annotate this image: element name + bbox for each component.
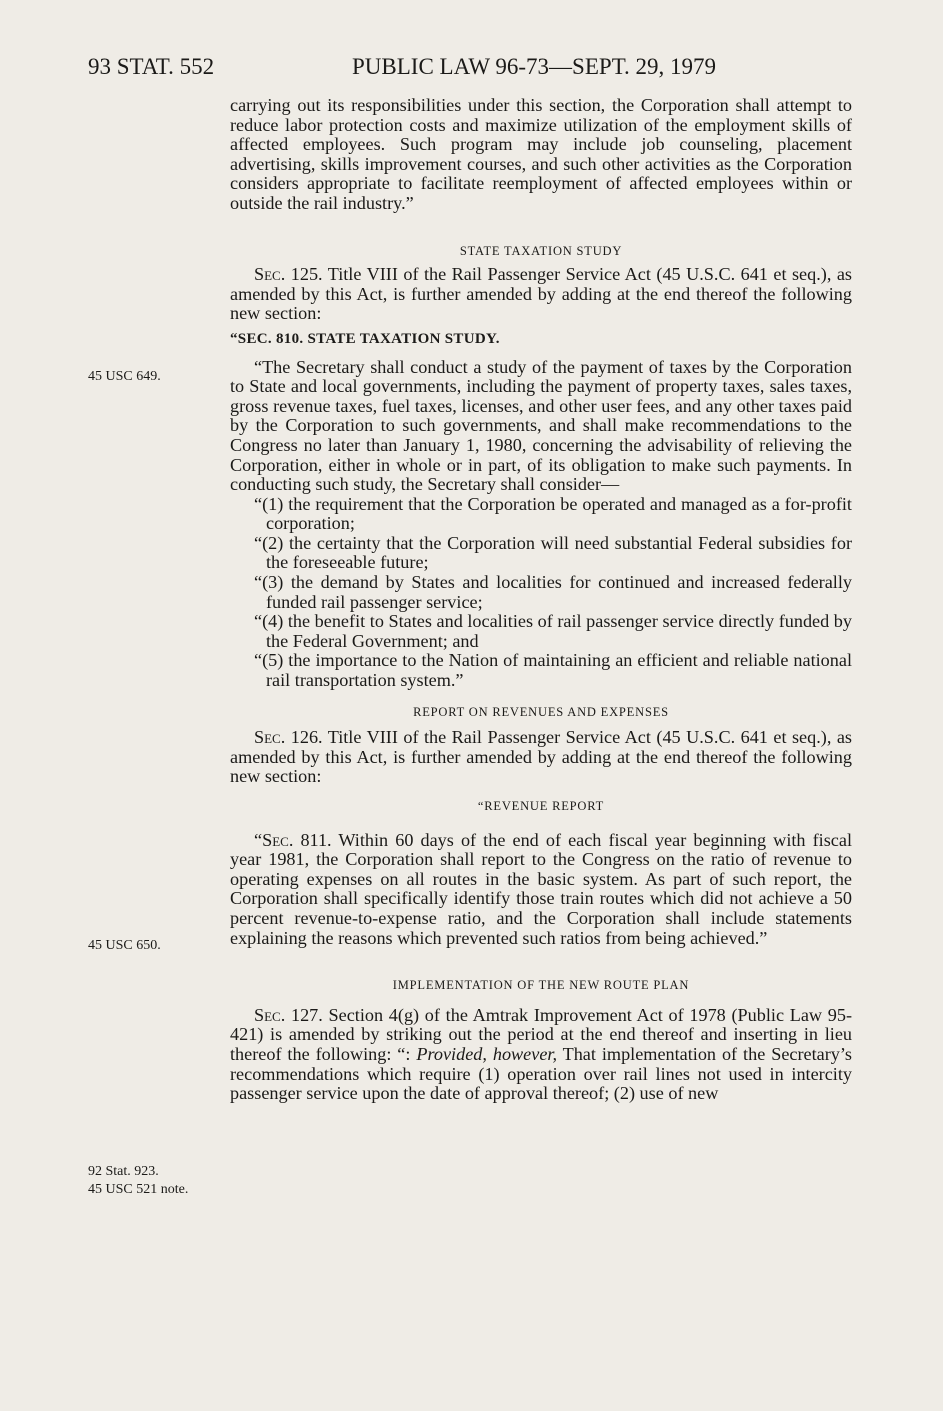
sec-label: “Sec (254, 829, 289, 850)
section-127-paragraph (230, 1006, 852, 1104)
heading-report-on-revenues-and-expenses: REPORT ON REVENUES AND EXPENSES (413, 704, 669, 719)
section-811-text: . 811. Within 60 days of the end of each fiscal year beginning with fiscal year 1981, the Corporation shall report to the Congress on the ratio of revenue to operating expenses on all routes in the basic system. As part of such report, the Corporation shall specifically identify those train routes which did not achieve a 50 percent revenue-to-expense ratio, and the Corporation shall include statements explaining the reasons which prevented such ratios from being achieved.” (230, 829, 852, 948)
section-127-text-a: . 127. Section 4(g) of the Amtrak Improvement Act of 1978 (Public Law 95-421) is amended by striking out the period at the end thereof and inserting in lieu thereof the following: “: (230, 1004, 852, 1064)
section-811-body (230, 831, 852, 949)
section-125-paragraph (230, 265, 852, 324)
consideration-item-3: “(3) the demand by States and localities for continued and increased federally funded rail passenger service; (254, 572, 852, 612)
heading-state-taxation-study: STATE TAXATION STUDY (459, 243, 623, 258)
margin-note-stat-923: 92 Stat. 923. (88, 1164, 159, 1179)
heading-revenue-report: “REVENUE REPORT (477, 799, 605, 813)
opening-paragraph: carrying out its responsibilities under this section, the Corporation shall attempt to reduce labor protection costs and maximize utilization of the employment skills of affected employees. Such program may include job counseling, placement advertising, skills improvement courses, and such other activities as the Corporation considers appropriate to facilitate reemployment of affected employees within or outside the rail industry.” (230, 95, 852, 213)
consideration-item-2: “(2) the certainty that the Corporation will need substantial Federal subsidies for the foreseeable future; (254, 532, 852, 573)
section-126-text: . 126. Title VIII of the Rail Passenger Service Act (45 U.S.C. 641 et seq.), as amended by this Act, is further amended by adding at the end thereof the following new section: (230, 727, 852, 787)
sec-label: Sec (254, 1004, 281, 1025)
consideration-item-1: “(1) the requirement that the Corporation be operated and managed as a for-profit corporation; (254, 493, 852, 534)
section-125-text: . 125. Title VIII of the Rail Passenger Service Act (45 U.S.C. 641 et seq.), as amended by this Act, is further amended by adding at the end thereof the following new section: (230, 264, 852, 324)
section-127-proviso: Provided, however, (416, 1043, 557, 1064)
document-body (230, 96, 852, 1104)
public-law-title: PUBLIC LAW 96-73—SEPT. 29, 1979 (352, 54, 717, 79)
margin-note-usc-649: 45 USC 649. (88, 369, 161, 384)
stat-page-number: 93 STAT. 552 (88, 54, 215, 79)
section-127-text-b: That implementation of the Secretary’s recommendations which require (1) operation over rail lines not used in intercity passenger service upon the date of approval thereof; (2) use of new (230, 1043, 852, 1104)
section-810-body: “The Secretary shall conduct a study of the payment of taxes by the Corporation to State and local governments, including the payment of property taxes, sales taxes, gross revenue taxes, fuel taxes, licenses, and other user fees, and any other taxes paid by the Corporation to such governments, and shall make recommendations to the Congress no later than January 1, 1980, concerning the advisability of relieving the Corporation, either in whole or in part, of its obligation to make such payments. In conducting such study, the Secretary shall consider— (230, 356, 852, 495)
margin-note-usc-521: 45 USC 521 note. (88, 1182, 189, 1197)
sec-label: Sec (254, 264, 281, 285)
section-126-paragraph (230, 728, 852, 787)
consideration-item-5: “(5) the importance to the Nation of maintaining an efficient and reliable national rail transportation system.” (254, 650, 852, 691)
heading-implementation-new-route-plan: IMPLEMENTATION OF THE NEW ROUTE PLAN (392, 978, 690, 993)
section-810-title: “SEC. 810. STATE TAXATION STUDY. (230, 330, 500, 347)
consideration-item-4: “(4) the benefit to States and localities of rail passenger service directly funded by the Federal Government; and (254, 611, 852, 651)
sec-label: Sec (254, 727, 281, 748)
margin-note-usc-650: 45 USC 650. (88, 938, 161, 953)
